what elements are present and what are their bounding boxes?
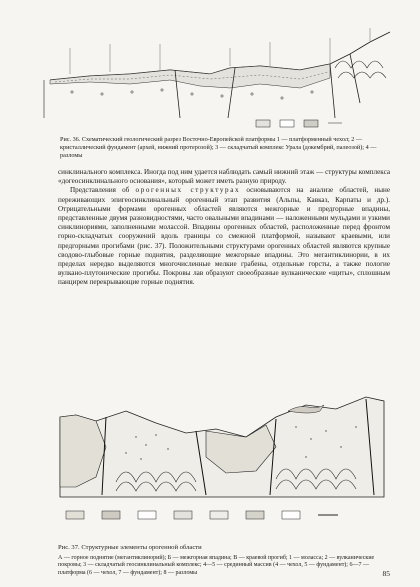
figure-37-caption (58, 544, 388, 577)
ural-folds (335, 61, 383, 68)
paragraph-2-rest: основываются на анализе областей, ныне переживающих эпигеосинклинальный орогенный этап развития (Альпы, Кавказ, Карпаты и др.). Отрицательными формами орогенных областей являются межгорные и предгорные впадины, представленные двумя разновидностями, часто овальными впадинами — наложенными мульдами и узкими синклинориями, заполненными молассой. Впадины орогенных областей, расположенные перед фронтом горно-складчатых сооружений вдоль границы со смежной платформой, называют краевыми, или предгорными прогибами (рис. 37). Положительными структурами орогенных областей являются крупные сводово-глыбовые горные поднятия, разделяющие межгорные впадины. Это мегантиклинории, в их пределах нередко выделяются многочисленные мелкие грабены, отдельные горсты, а также пологие вулкано-плутонические прогибы. Покровы лав образуют своеобразные вулканические «щиты», сплошным панцирем перекрывающие горные поднятия. (58, 186, 391, 287)
paragraph-2-lead: Представления об (70, 186, 136, 195)
figure-36-section (30, 8, 400, 133)
figure-37-section (56, 387, 388, 539)
figure-36-legend (256, 120, 342, 127)
figure-36-caption (60, 136, 385, 160)
paragraph-1: синклинального комплекса. Иногда под ним удается наблюдать самый нижний этаж — структуры комплекса «догеосинклинального основания», который может иметь разную природу. (58, 168, 390, 186)
paragraph-2 (58, 186, 390, 287)
caption-legend: А — горное поднятие (мегантиклинорий); Б — межгорная впадина; В — краевой прогиб; 1 — моласса; 2 — вулканические покровы; 3 — складчатый геосинклинальный комплекс; 4—5 — срединный массив (4 — чехол, 5 — фундамент); 6—7 — платформа (6 — чехол, 7 — фундамент); 8 — разломы (58, 554, 375, 576)
figure-37-legend (66, 511, 338, 519)
basement-pattern (70, 88, 314, 100)
caption-legend: 1 — платформенный чехол; 2 — кристаллический фундамент (архей, нижний протерозой); 3 — складчатый комплекс Урала (докембрий, палеозой); 4 — разломы (60, 136, 377, 159)
spaced-term: орогенных структурах (135, 186, 241, 195)
caption-label: Рис. 37. (58, 544, 80, 551)
caption-title: Схематический геологический разрез Восточно-Европейской платформы (81, 136, 276, 143)
page-number: 85 (382, 569, 390, 578)
body-text (58, 168, 390, 288)
caption-label: Рис. 36. (60, 136, 81, 143)
caption-title: Структурные элементы орогенной области (81, 544, 202, 551)
platform-cover (50, 64, 330, 88)
